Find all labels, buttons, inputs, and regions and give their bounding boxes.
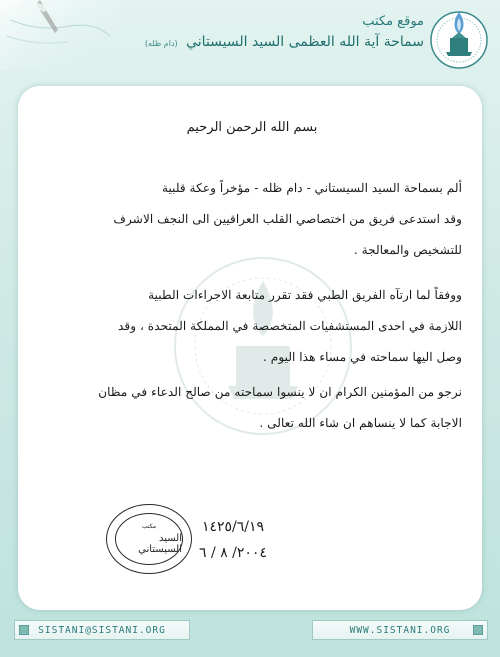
email-link[interactable] <box>14 620 190 640</box>
square-bullet-icon <box>19 625 29 635</box>
basmala: بسم الله الرحمن الرحيم <box>186 120 318 135</box>
paragraph-1-line-3: للتشخيص والمعالجة . <box>353 243 462 257</box>
email-text: SISTANI@SISTANI.ORG <box>38 624 166 636</box>
paragraph-3-line-2: الاجابة كما لا ينساهم ان شاء الله تعالى . <box>259 416 462 430</box>
header <box>0 0 500 80</box>
paragraph-2-line-3: وصل اليها سماحته في مساء هذا اليوم . <box>263 350 462 364</box>
seal-name-text: السيد السيستاني <box>138 533 182 555</box>
date-hijri: ١٤٢٥/٦/١٩ <box>201 519 265 535</box>
letter-dates <box>158 514 308 566</box>
statement-paper <box>18 86 482 610</box>
sistani-emblem-icon <box>428 6 490 70</box>
paragraph-1-line-1: ألم بسماحة السيد السيستاني - دام ظله - مؤخراً وعكة قلبية <box>161 181 462 195</box>
paragraph-2-line-1: ووفقاً لما ارتآه الفريق الطبي فقد تقرر متابعة الاجراءات الطبية <box>148 288 462 302</box>
seal-top-text: مكتب <box>141 523 157 530</box>
paragraph-3-line-1: نرجو من المؤمنين الكرام ان لا ينسوا سماحته من صالح الدعاء في مظان <box>98 385 462 399</box>
site-title-main: سماحة آية الله العظمى السيد السيستاني <box>186 34 424 50</box>
website-text: WWW.SISTANI.ORG <box>349 624 451 636</box>
paragraph-1-line-2: وقد استدعى فريق من اختصاصي القلب العراقيين الى النجف الاشرف <box>113 212 462 226</box>
site-title-line2 <box>145 34 424 50</box>
date-gregorian: ٢٠٠٤/ ٨ / ٦ <box>199 545 267 561</box>
website-link[interactable] <box>312 620 488 640</box>
site-title-line1: موقع مكتب <box>362 14 424 29</box>
square-bullet-icon <box>473 625 483 635</box>
handwritten-letter <box>42 112 462 439</box>
site-title-suffix: (دام ظله) <box>144 39 178 48</box>
pen-writing-icon <box>0 0 120 70</box>
paragraph-2-line-2: اللازمة في احدى المستشفيات المتخصصة في المملكة المتحدة ، وقد <box>118 319 462 333</box>
